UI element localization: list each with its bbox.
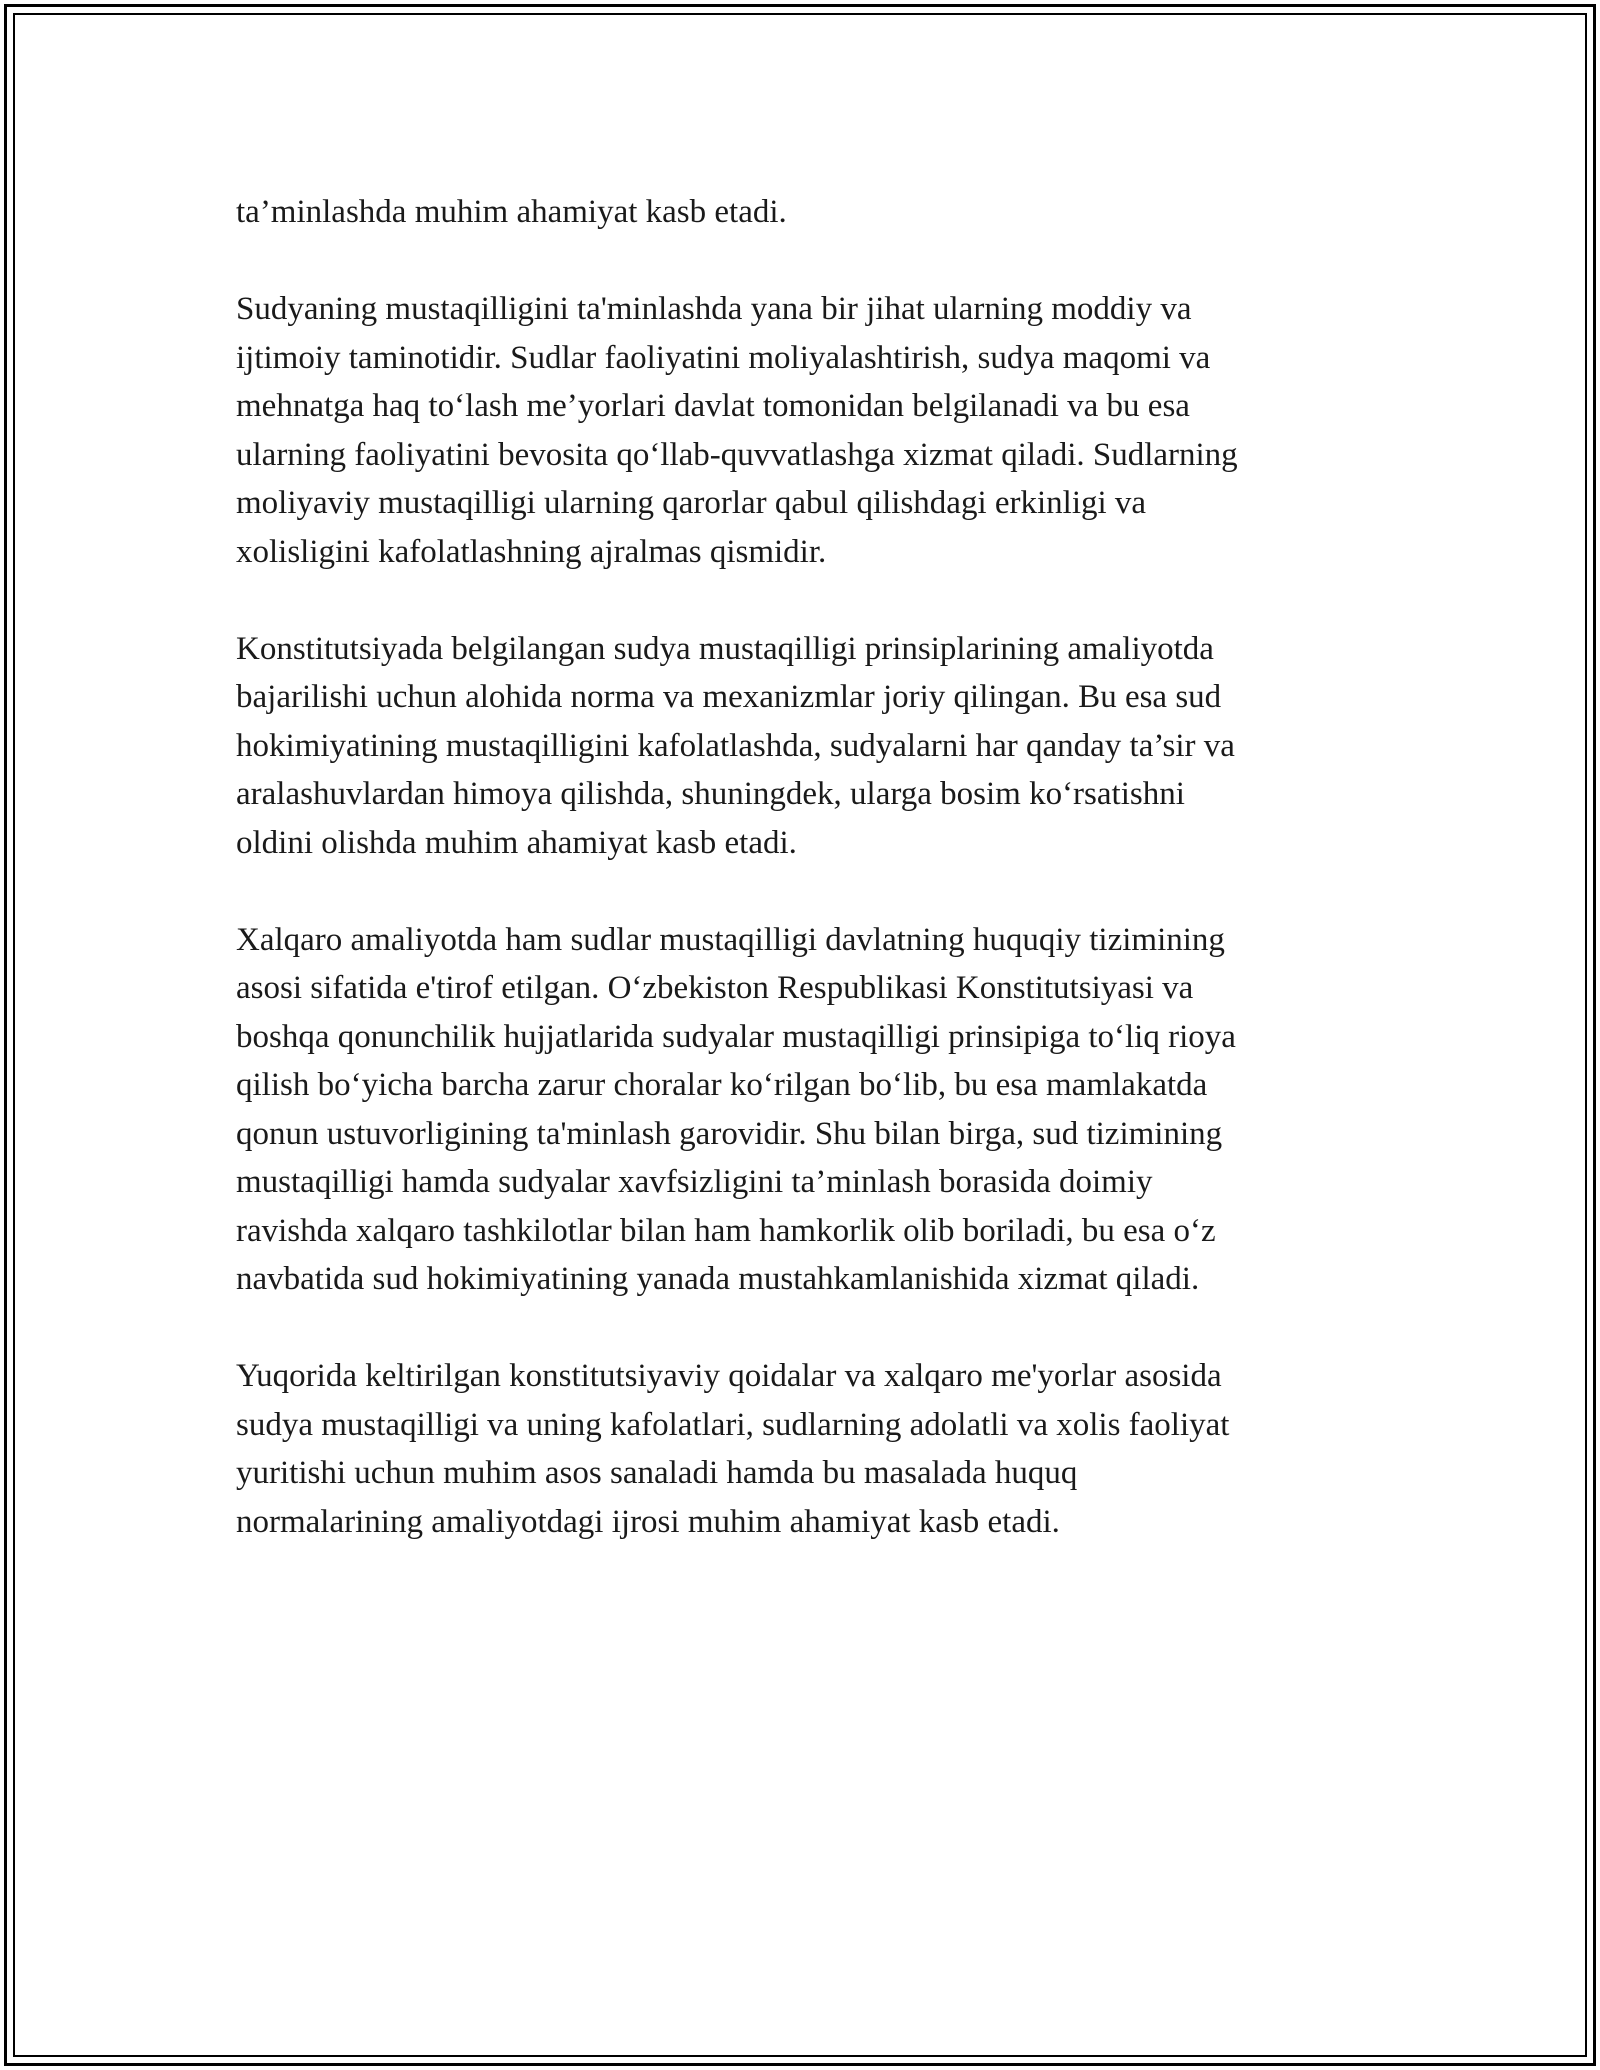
text-line: sudya mustaqilligi va uning kafolatlari, sudlarning adolatli va xolis faoliyat [236,1406,1230,1443]
text-line: Konstitutsiyada belgilangan sudya mustaqilligi prinsiplarining amaliyotda [236,630,1214,667]
text-line: bajarilishi uchun alohida norma va mexanizmlar joriy qilingan. Bu esa sud [236,679,1222,715]
text-line: aralashuvlardan himoya qilishda, shuningdek, ularga bosim ko‘rsatishni [236,776,1185,812]
text-line: boshqa qonunchilik hujjatlarida sudyalar mustaqilligi prinsipiga to‘liq rioya [236,1018,1236,1055]
text-line: normalarining amaliyotdagi ijrosi muhim ahamiyat kasb etadi. [236,1503,1060,1540]
text-line: ravishda xalqaro tashkilotlar bilan ham hamkorlik olib boriladi, bu esa o‘z [236,1212,1216,1249]
text-line: navbatida sud hokimiyatining yanada mustahkamlanishida xizmat qiladi. [236,1261,1200,1297]
text-line: ijtimoiy taminotidir. Sudlar faoliyatini moliyalashtirish, sudya maqomi va [236,339,1211,376]
text-line: asosi sifatida e'tirof etilgan. O‘zbekiston Respublikasi Konstitutsiyasi va [236,970,1194,1006]
paragraph [236,285,1386,576]
text-line: mehnatga haq to‘lash me’yorlari davlat tomonidan belgilanadi va bu esa [236,388,1190,424]
paragraph [236,1352,1386,1546]
document-body [236,188,1386,1595]
text-line: Yuqorida keltirilgan konstitutsiyaviy qoidalar va xalqaro me'yorlar asosida [236,1358,1222,1394]
paragraph [236,625,1386,868]
paragraph [236,188,1386,237]
text-line: ularning faoliyatini bevosita qo‘llab-quvvatlashga xizmat qiladi. Sudlarning [236,436,1238,473]
text-line: Xalqaro amaliyotda ham sudlar mustaqilligi davlatning huquqiy tizimining [236,921,1225,958]
text-line: Sudyaning mustaqilligini ta'minlashda yana bir jihat ularning moddiy va [236,291,1192,327]
text-line: oldini olishda muhim ahamiyat kasb etadi. [236,824,797,861]
text-line: moliyaviy mustaqilligi ularning qarorlar qabul qilishdagi erkinligi va [236,485,1147,521]
text-line: mustaqilligi hamda sudyalar xavfsizligini ta’minlash borasida doimiy [236,1164,1153,1200]
text-line: ta’minlashda muhim ahamiyat kasb etadi. [236,194,787,230]
text-line: qilish bo‘yicha barcha zarur choralar ko‘rilgan bo‘lib, bu esa mamlakatda [236,1067,1208,1103]
text-line: hokimiyatining mustaqilligini kafolatlashda, sudyalarni har qanday ta’sir va [236,727,1235,764]
paragraph [236,916,1386,1304]
text-line: xolisligini kafolatlashning ajralmas qismidir. [236,533,827,570]
text-line: yuritishi uchun muhim asos sanaladi hamda bu masalada huquq [236,1455,1078,1491]
text-line: qonun ustuvorligining ta'minlash garovidir. Shu bilan birga, sud tizimining [236,1115,1223,1152]
